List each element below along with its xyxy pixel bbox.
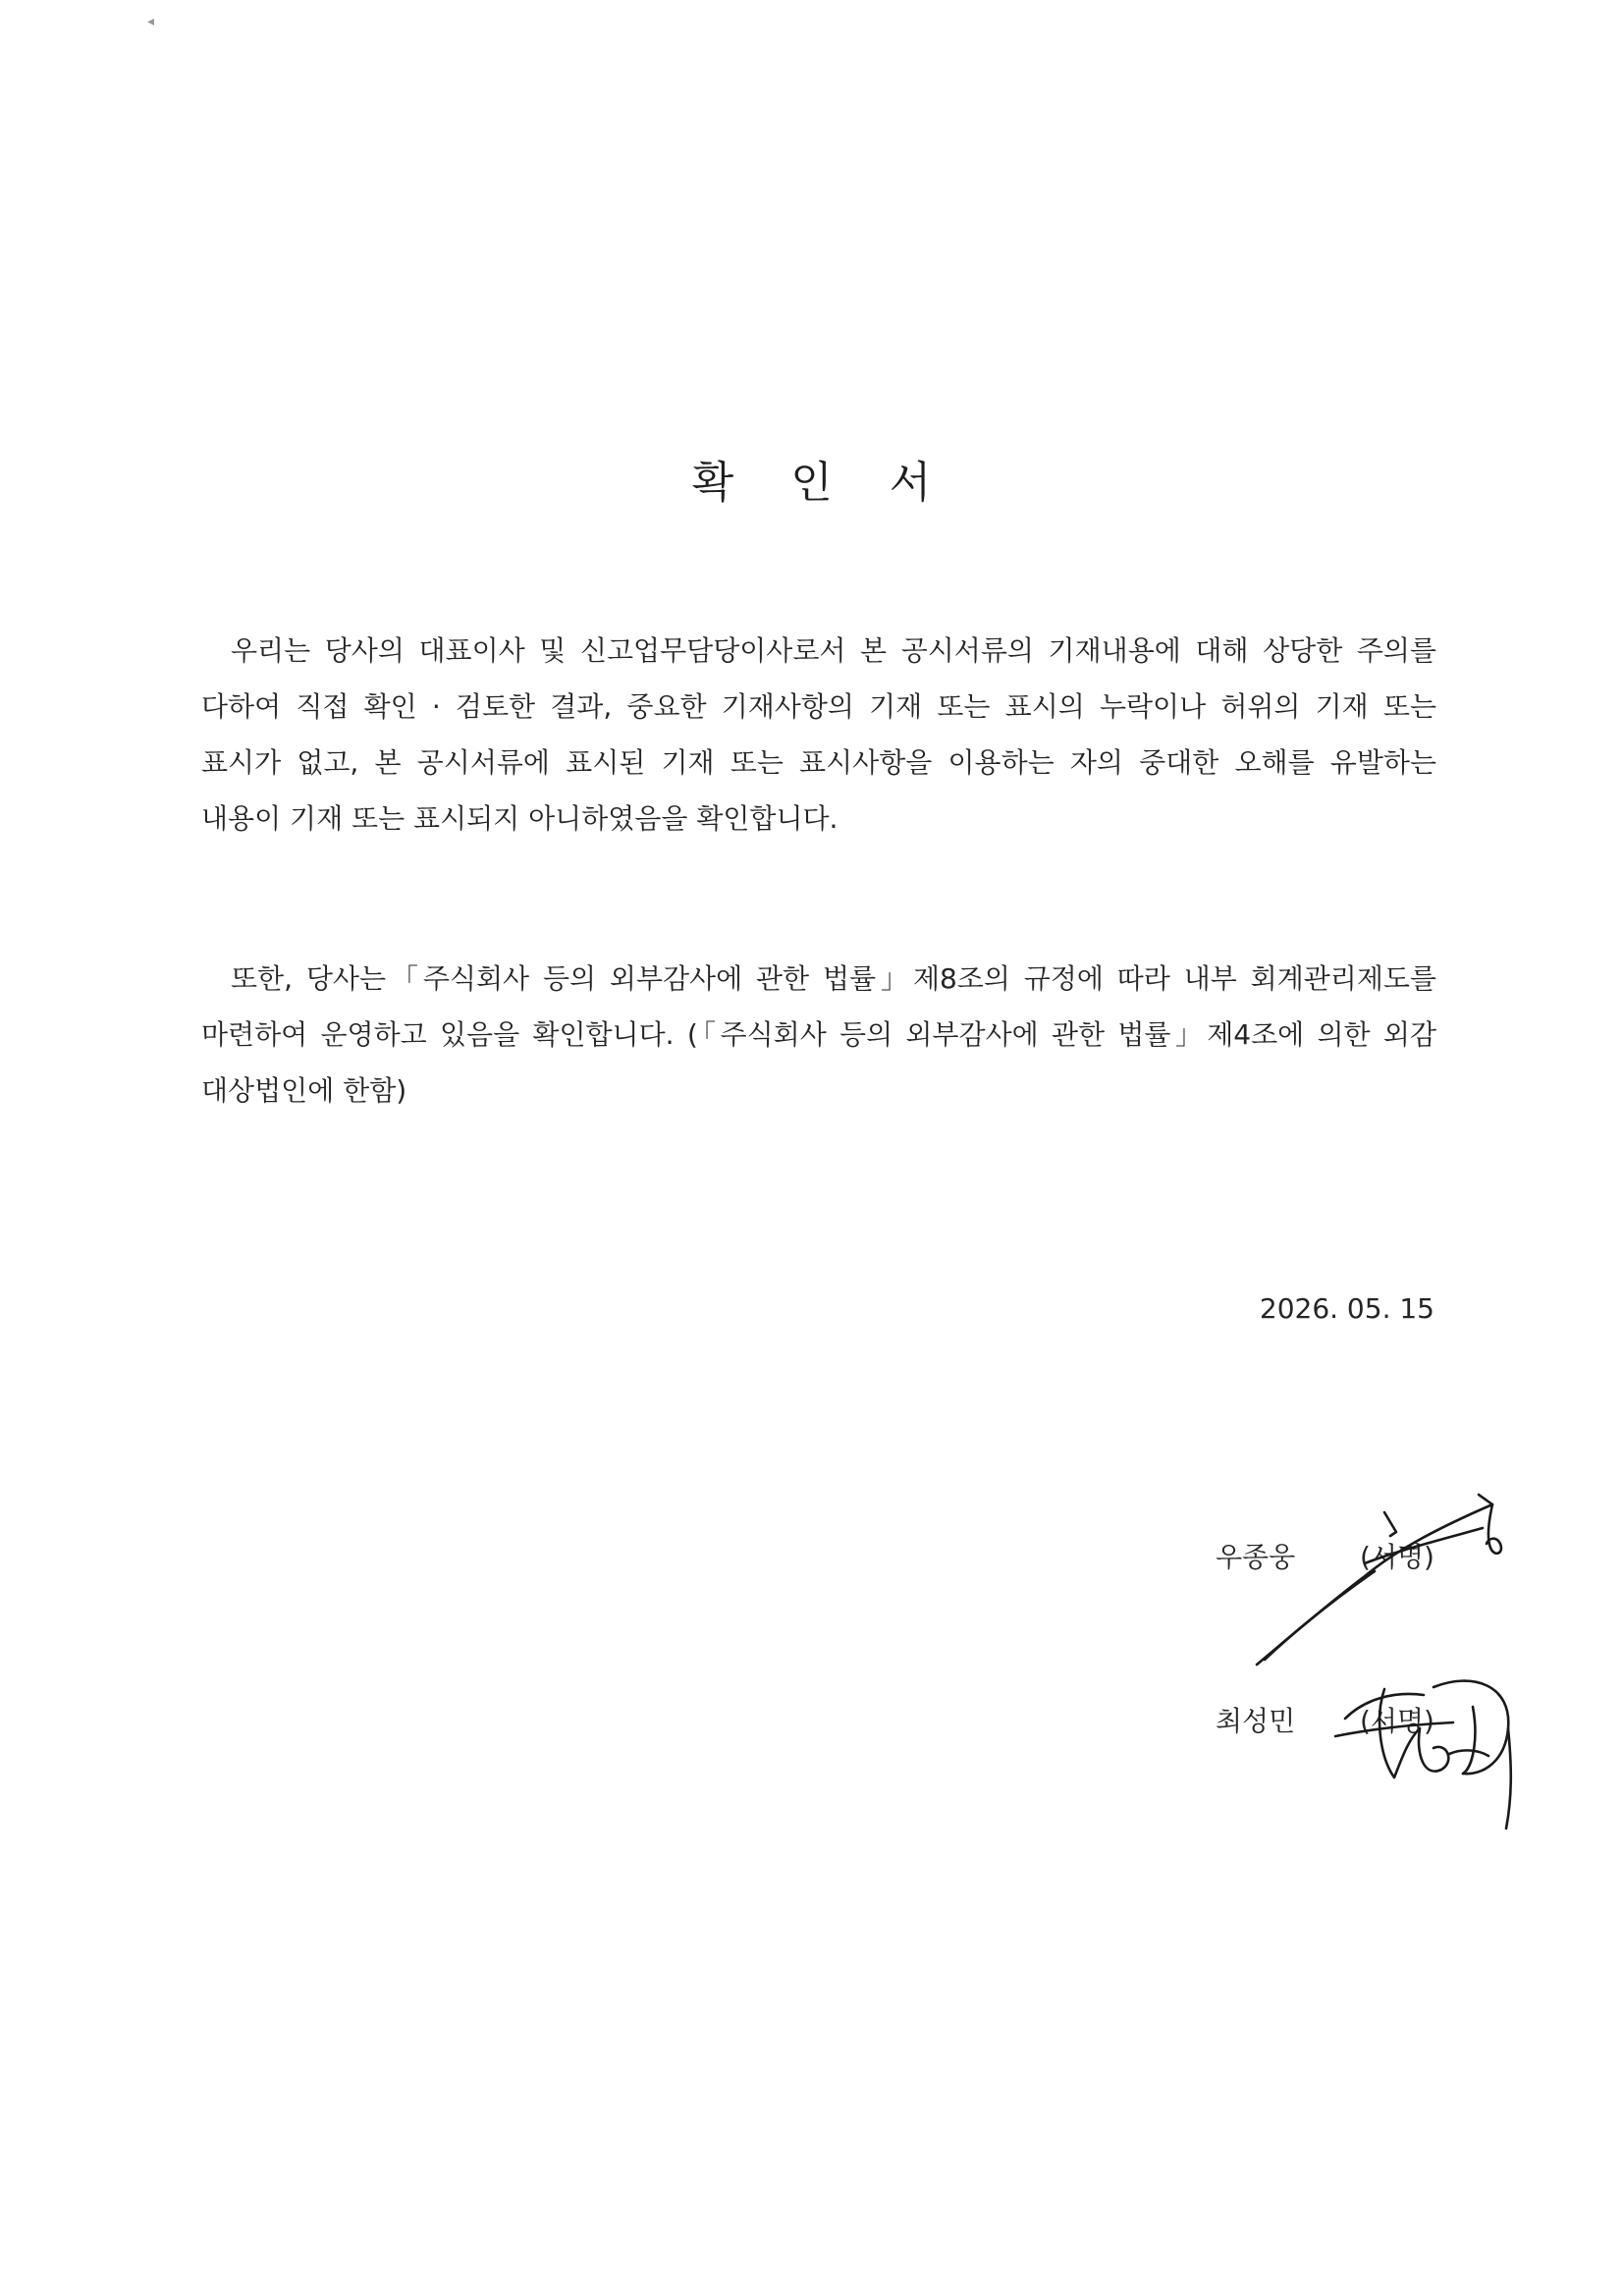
paragraph-internal-control: 또한, 당사는「주식회사 등의 외부감사에 관한 법률」제8조의 규정에 따라 내부 회계관리제도를 마련하여 운영하고 있음을 확인합니다. (「주식회사 등의 외부감사에 관한 법률」제4조에 의한 외감 대상법인에 한함) bbox=[201, 962, 1436, 1107]
document-title: 확 인 서 bbox=[691, 458, 953, 508]
paragraph-confirmation: 우리는 당사의 대표이사 및 신고업무담당이사로서 본 공시서류의 기재내용에 대해 상당한 주의를 다하여 직접 확인 · 검토한 결과, 중요한 기재사항의 기재 또는 표시의 누락이나 허위의 기재 또는 표시가 없고, 본 공시서류에 표시된 기재 또는 표시사항을 이용하는 자의 중대한 오해를 유발하는 내용이 기재 또는 표시되지 아니하였음을 확인합니다. bbox=[201, 634, 1436, 835]
signature-mark-disclosure-officer: (서명) bbox=[1360, 1705, 1434, 1737]
handwritten-signature-ceo bbox=[1247, 1483, 1522, 1669]
document-date: 2026. 05. 15 bbox=[1259, 1292, 1434, 1325]
signer-name-disclosure-officer: 최성민 bbox=[1216, 1705, 1296, 1737]
scan-corner-mark: ◂ bbox=[147, 14, 155, 29]
signature-mark-ceo: (서명) bbox=[1360, 1541, 1434, 1573]
signer-name-ceo: 우종웅 bbox=[1216, 1541, 1296, 1573]
handwritten-signature-disclosure-officer bbox=[1325, 1660, 1522, 1836]
